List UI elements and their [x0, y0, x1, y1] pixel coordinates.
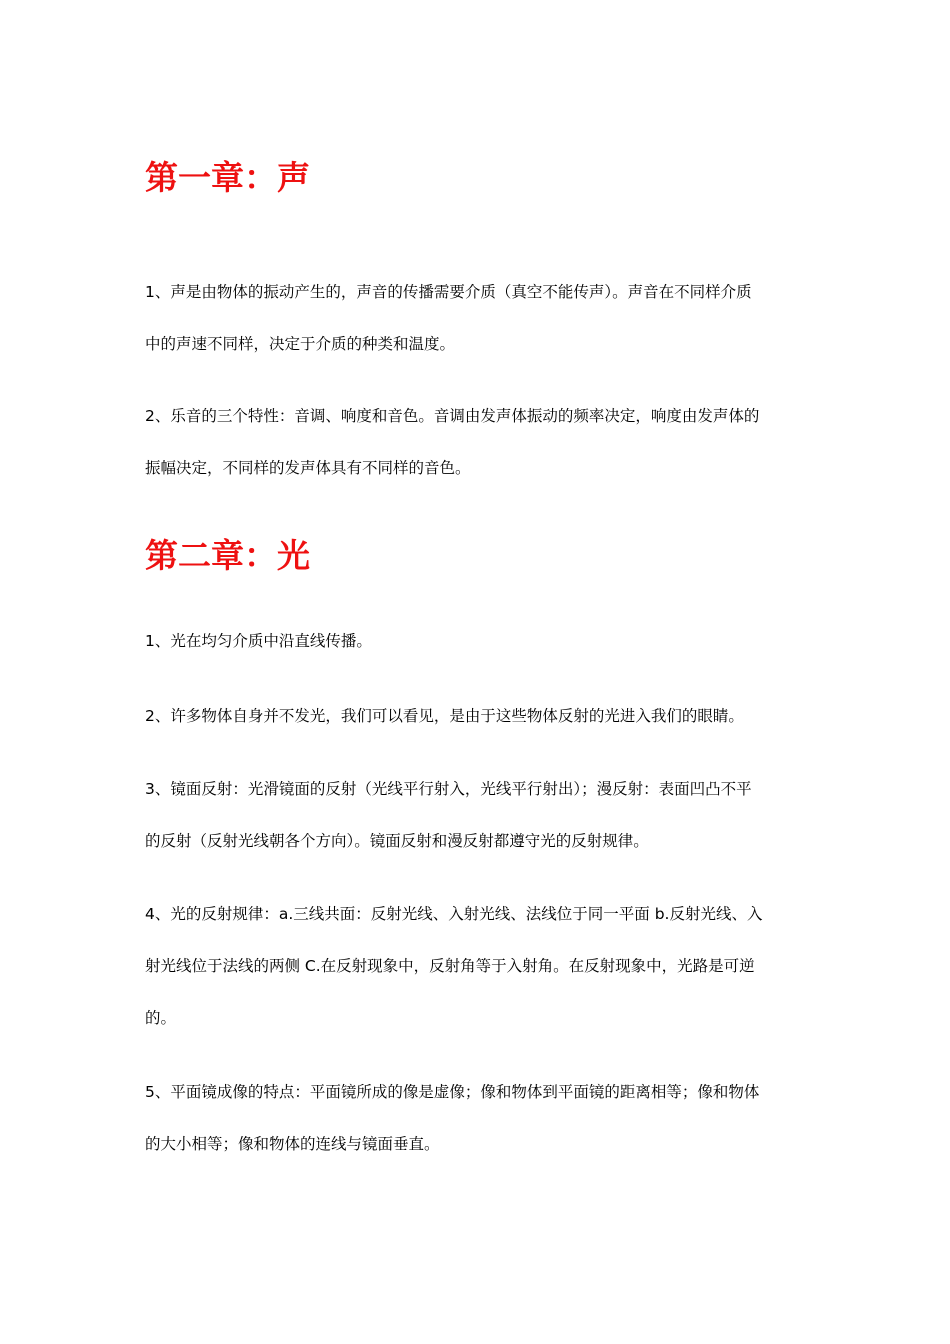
paragraph-line: 中的声速不同样，决定于介质的种类和温度。: [145, 335, 456, 353]
chapter-2-paragraph-4: [145, 888, 810, 1044]
chapter-2-paragraph-2: [145, 690, 810, 742]
paragraph-line: 射光线位于法线的两侧 C.在反射现象中，反射角等于入射角。在反射现象中，光路是可逆: [145, 957, 755, 975]
chapter-2-paragraph-5: [145, 1066, 810, 1170]
paragraph-line: 2、乐音的三个特性：音调、响度和音色。音调由发声体振动的频率决定，响度由发声体的: [145, 407, 760, 425]
chapter-2-paragraph-3: [145, 763, 810, 867]
chapter-1-paragraph-1: [145, 266, 810, 370]
chapter-2-paragraph-1: [145, 615, 810, 667]
paragraph-line: 3、镜面反射：光滑镜面的反射（光线平行射入，光线平行射出）；漫反射：表面凹凸不平: [145, 780, 752, 798]
paragraph-line: 2、许多物体自身并不发光，我们可以看见，是由于这些物体反射的光进入我们的眼睛。: [145, 707, 744, 725]
chapter-2-heading: 第二章：光: [145, 536, 310, 575]
chapter-1-paragraph-2: [145, 390, 810, 494]
paragraph-line: 1、声是由物体的振动产生的，声音的传播需要介质（真空不能传声）。声音在不同样介质: [145, 283, 752, 301]
chapter-1-heading: 第一章：声: [145, 158, 310, 197]
paragraph-line: 1、光在均匀介质中沿直线传播。: [145, 632, 372, 650]
paragraph-line: 的反射（反射光线朝各个方向）。镜面反射和漫反射都遵守光的反射规律。: [145, 832, 649, 850]
paragraph-line: 4、光的反射规律：a.三线共面：反射光线、入射光线、法线位于同一平面 b.反射光线、入: [145, 905, 763, 923]
paragraph-line: 振幅决定，不同样的发声体具有不同样的音色。: [145, 459, 471, 477]
paragraph-line: 的大小相等；像和物体的连线与镜面垂直。: [145, 1135, 440, 1153]
paragraph-line: 5、平面镜成像的特点：平面镜所成的像是虚像；像和物体到平面镜的距离相等；像和物体: [145, 1083, 760, 1101]
paragraph-line: 的。: [145, 1009, 177, 1027]
